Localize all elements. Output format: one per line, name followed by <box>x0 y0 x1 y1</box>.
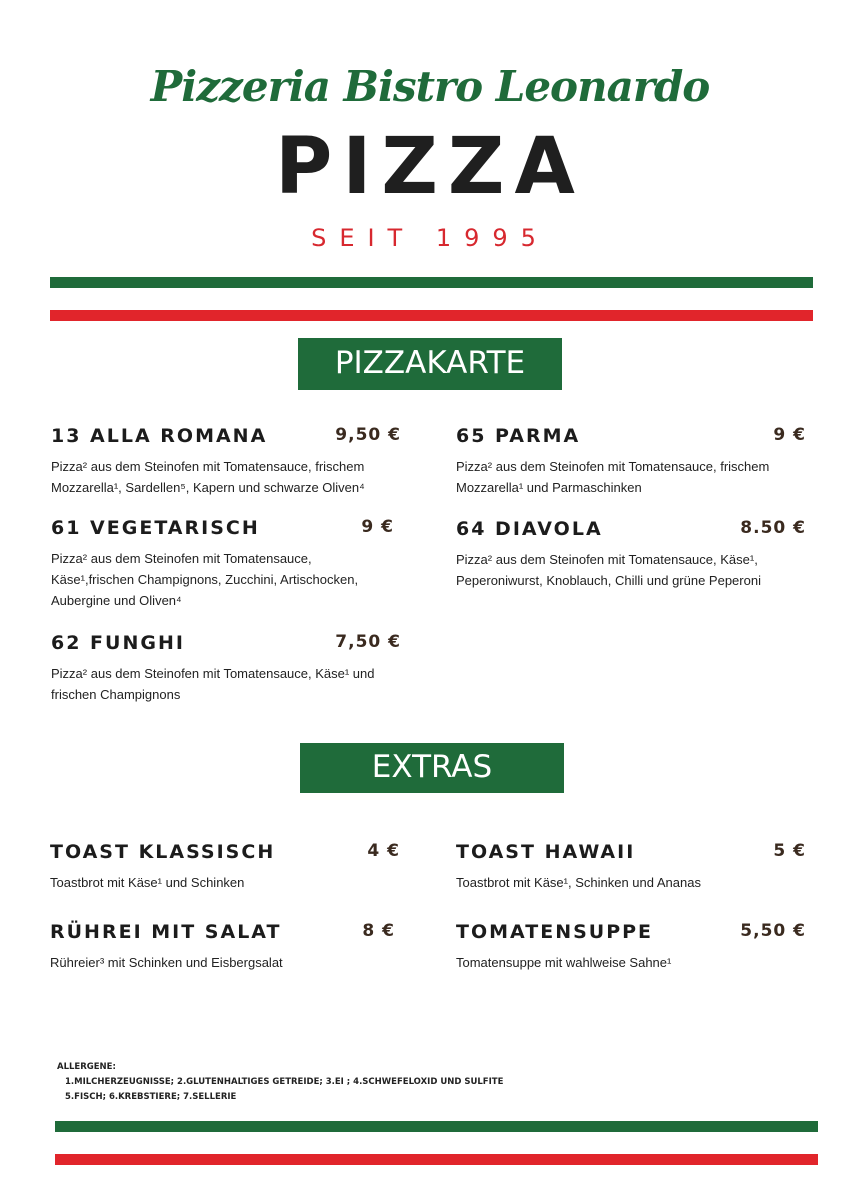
item-price: 5 € <box>773 841 806 861</box>
item-price: 5,50 € <box>740 921 806 941</box>
item-price: 4 € <box>367 841 400 861</box>
item-price: 9 € <box>773 425 806 445</box>
item-description: Toastbrot mit Käse¹ und Schinken <box>50 875 245 890</box>
menu-item <box>456 518 806 591</box>
item-name: 65 PARMA <box>456 425 581 447</box>
item-name: TOMATENSUPPE <box>456 921 654 943</box>
item-price: 7,50 € <box>335 632 401 652</box>
extras-section-heading: EXTRAS <box>300 743 564 793</box>
item-name: 64 DIAVOLA <box>456 518 603 540</box>
restaurant-name: Pizzeria Bistro Leonardo <box>150 62 710 111</box>
bottom-red-stripe <box>55 1154 818 1165</box>
menu-item <box>51 425 401 498</box>
menu-item <box>50 921 395 973</box>
item-price: 8 € <box>362 921 395 941</box>
allergen-line: 1.MILCHERZEUGNISSE; 2.GLUTENHALTIGES GETREIDE; 3.EI ; 4.SCHWEFELOXID UND SULFITE <box>65 1077 504 1087</box>
menu-item <box>456 841 806 893</box>
item-price: 9,50 € <box>335 425 401 445</box>
page-title: PIZZA <box>275 122 585 212</box>
item-name: RÜHREI MIT SALAT <box>50 921 282 943</box>
pizza-section-heading: PIZZAKARTE <box>298 338 562 390</box>
menu-item <box>51 632 401 705</box>
item-price: 8.50 € <box>740 518 806 538</box>
item-name: TOAST HAWAII <box>456 841 636 863</box>
item-name: 62 FUNGHI <box>51 632 185 654</box>
item-description: Pizza² aus dem Steinofen mit Tomatensauce, Käse¹,frischen Champignons, Zucchini, Artischocken, Aubergine und Oliven⁴ <box>51 551 359 608</box>
top-red-stripe <box>50 310 813 321</box>
menu-item <box>456 921 806 973</box>
allergen-title: ALLERGENE: <box>57 1062 116 1072</box>
menu-item <box>50 841 400 893</box>
allergen-line: 5.FISCH; 6.KREBSTIERE; 7.SELLERIE <box>65 1092 237 1102</box>
since-tagline: SEIT 1995 <box>311 224 549 252</box>
item-description: Tomatensuppe mit wahlweise Sahne¹ <box>456 955 672 970</box>
item-description: Rühreier³ mit Schinken und Eisbergsalat <box>50 955 283 970</box>
item-description: Pizza² aus dem Steinofen mit Tomatensauce, Käse¹ und frischen Champignons <box>51 666 375 702</box>
top-green-stripe <box>50 277 813 288</box>
item-description: Toastbrot mit Käse¹, Schinken und Ananas <box>456 875 701 890</box>
item-price: 9 € <box>361 517 394 537</box>
item-description: Pizza² aus dem Steinofen mit Tomatensauce, frischem Mozzarella¹ und Parmaschinken <box>456 459 770 495</box>
allergen-legend <box>57 1060 503 1105</box>
item-description: Pizza² aus dem Steinofen mit Tomatensauce, frischem Mozzarella¹, Sardellen⁵, Kapern und schwarze Oliven⁴ <box>51 459 365 495</box>
menu-item <box>456 425 806 498</box>
item-name: TOAST KLASSISCH <box>50 841 276 863</box>
item-description: Pizza² aus dem Steinofen mit Tomatensauce, Käse¹, Peperoniwurst, Knoblauch, Chilli und grüne Peperoni <box>456 552 761 588</box>
item-name: 61 VEGETARISCH <box>51 517 260 539</box>
menu-item <box>51 517 394 611</box>
item-name: 13 ALLA ROMANA <box>51 425 268 447</box>
bottom-green-stripe <box>55 1121 818 1132</box>
